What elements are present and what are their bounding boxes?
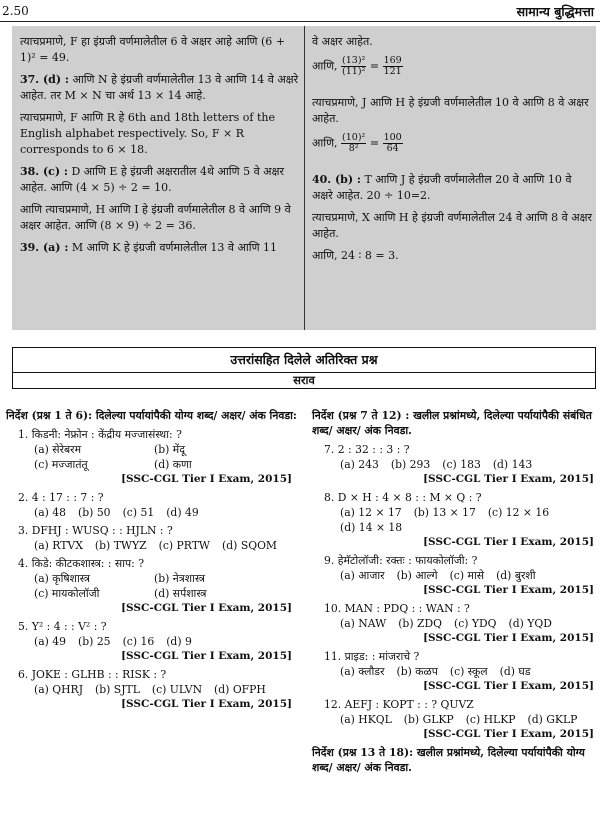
option: (d) 14 × 18 [340, 521, 403, 534]
fraction [341, 56, 366, 77]
direction-text: निर्देश (प्रश्न 13 ते 18): खलील प्रश्नांमध्ये, दिलेल्या पर्यायांपैकी योग्य शब्द/ अक्षर/ अंक निवडा. [312, 746, 585, 774]
option: (c) 51 [122, 506, 155, 519]
option: (a) सेरेबरम [34, 443, 82, 456]
question-list [6, 427, 298, 712]
options-row [6, 682, 298, 697]
direction-text: निर्देश (प्रश्न 1 ते 6): दिलेल्या पर्यायांपैकी योग्य शब्द/ अक्षर/ अंक निवडा: [6, 409, 297, 422]
option: (c) ULVN [151, 683, 203, 696]
question-stem: 2. 4 : 17 : : 7 : ? [18, 491, 104, 504]
solution-text: T आणि J हे इंग्रजी वर्णमालेतील 20 वे आणि 10 वे अक्षरे आहेत. 20 ÷ 10=2. [312, 173, 572, 202]
solution-number: 37. (d) : [20, 73, 69, 86]
option: (a) 12 × 17 [340, 506, 402, 519]
option: (c) 183 [442, 458, 481, 471]
question-stem: 9. हेमॅटोलॉजी: रक्तः : फायकोलॉजी: ? [324, 554, 478, 567]
option: (c) स्कूल [449, 665, 488, 678]
option: (d) OFPH [214, 683, 266, 696]
option: (d) 9 [166, 635, 192, 648]
option: (b) 50 [78, 506, 111, 519]
question-stem: 1. किडनी: नेफ्रोन : केंद्रीय मज्जासंस्था: ? [18, 428, 182, 441]
question-item [312, 553, 600, 598]
option: (a) 243 [340, 458, 379, 471]
solution-block [20, 202, 302, 234]
question-stem: 5. Y² : 4 : : V² : ? [18, 620, 107, 633]
question-stem: 11. प्राइड: : मांजराचे ? [324, 650, 420, 663]
question-stem: 4. किडे: कीटकशास्त्र: : साप: ? [18, 557, 145, 570]
option: (d) SQOM [222, 539, 277, 552]
solution-text: त्याचप्रमाणे, F आणि R हे 6th and 18th letters of the English alphabet respectively. So, F × R corresponds to 6 × 18. [20, 111, 275, 156]
options-row [312, 457, 600, 472]
exam-source: [SSC-CGL Tier I Exam, 2015] [423, 728, 594, 740]
exam-source: [SSC-CGL Tier I Exam, 2015] [423, 632, 594, 644]
question-stem: 7. 2 : 32 : : 3 : ? [324, 443, 410, 456]
question-item [6, 490, 298, 520]
option: (a) 49 [34, 635, 67, 648]
option: (c) मासे [449, 569, 485, 582]
denominator: (11)² [342, 66, 366, 77]
page-number: 2.50 [2, 4, 29, 18]
exam-source: [SSC-CGL Tier I Exam, 2015] [423, 680, 594, 692]
equation [312, 133, 592, 154]
solution-block [20, 72, 302, 104]
solution-text: त्याचप्रमाणे, J आणि H हे इंग्रजी वर्णमालेतील 10 वे आणि 8 वे अक्षर आहेत. [312, 96, 589, 125]
exam-source: [SSC-CGL Tier I Exam, 2015] [423, 584, 594, 596]
solution-text: वे अक्षर आहेत. [312, 35, 373, 48]
options-row [312, 505, 600, 535]
option: (a) HKQL [340, 713, 392, 726]
option: (b) नेत्रशास्त्र [154, 572, 206, 585]
numerator: (13)² [342, 55, 366, 66]
options-row [312, 712, 600, 727]
options-row [6, 538, 298, 553]
option: (d) कणा [154, 458, 192, 471]
fraction [383, 56, 403, 77]
section-title: उत्तरांसहित दिलेले अतिरिक्त प्रश्न [13, 348, 595, 373]
option: (d) घड [499, 665, 531, 678]
equation-prefix: आणि, [312, 59, 342, 73]
equals-sign: = [369, 136, 380, 150]
options-row [312, 664, 600, 679]
option: (c) मायकोलॉजी [34, 587, 100, 600]
numerator: 169 [383, 55, 402, 66]
solution-block [312, 95, 592, 127]
question-stem: 8. D × H : 4 × 8 : : M × Q : ? [324, 491, 482, 504]
option: (b) 25 [78, 635, 111, 648]
question-item [6, 667, 298, 712]
question-list [312, 442, 600, 742]
option: (b) SJTL [95, 683, 140, 696]
question-item [312, 649, 600, 694]
option: (d) YQD [508, 617, 552, 630]
option: (a) कृषिशास्त्र [34, 572, 90, 585]
options-row [6, 442, 298, 472]
exam-source: [SSC-CGL Tier I Exam, 2015] [121, 473, 292, 485]
fraction [341, 133, 366, 154]
solution-block [20, 164, 302, 196]
page-header [0, 0, 600, 20]
direction-text: निर्देश (प्रश्न 7 ते 12) : खलील प्रश्नांमध्ये, दिलेल्या पर्यायांपैकी संबंधित शब्द/ अक्षर/ अंक निवडा. [312, 409, 592, 437]
equation-prefix: आणि, [312, 136, 342, 150]
option: (c) 16 [122, 635, 155, 648]
numerator: 100 [383, 132, 402, 143]
solution-number: 38. (c) : [20, 165, 68, 178]
denominator: 8² [348, 143, 359, 154]
question-item [6, 619, 298, 664]
option: (a) आजार [340, 569, 385, 582]
option: (c) HLKP [465, 713, 516, 726]
option: (a) QHRJ [34, 683, 84, 696]
equals-sign: = [369, 59, 380, 73]
exam-source: [SSC-CGL Tier I Exam, 2015] [121, 698, 292, 710]
solution-block [312, 210, 592, 242]
solution-text: आणि त्याचप्रमाणे, H आणि I हे इंग्रजी वर्णमालेतील 8 वे आणि 9 वे अक्षर आहेत. आणि (8 × 9) ÷ 2 = 36. [20, 203, 291, 232]
question-item [312, 442, 600, 487]
denominator: 64 [386, 143, 399, 154]
solution-block [312, 172, 592, 204]
question-stem: 3. DFHJ : WUSQ : : HJLN : ? [18, 524, 173, 537]
option: (d) GKLP [527, 713, 578, 726]
question-item [312, 601, 600, 646]
exam-source: [SSC-CGL Tier I Exam, 2015] [423, 473, 594, 485]
question-item [6, 556, 298, 616]
option: (d) 143 [492, 458, 533, 471]
solution-text: D आणि E हे इंग्रजी अक्षरातील 4थे आणि 5 वे अक्षर आहेत. आणि (4 × 5) ÷ 2 = 10. [20, 165, 284, 194]
option: (d) सर्पशास्त्र [154, 587, 207, 600]
question-item [312, 490, 600, 550]
section-subtitle: सराव [13, 373, 595, 388]
equation [312, 56, 592, 77]
options-row [6, 571, 298, 601]
exam-source: [SSC-CGL Tier I Exam, 2015] [121, 650, 292, 662]
options-row [6, 634, 298, 649]
question-item [312, 697, 600, 742]
section-banner [12, 347, 596, 389]
options-row [312, 616, 600, 631]
option: (c) YDQ [453, 617, 497, 630]
solution-block [20, 110, 302, 158]
solution-text: त्याचप्रमाणे, X आणि H हे इंग्रजी वर्णमालेतील 24 वे आणि 8 वे अक्षर आहेत. [312, 211, 593, 240]
column-divider [304, 26, 305, 330]
options-row [312, 568, 600, 583]
question-item [6, 427, 298, 487]
option: (b) GLKP [403, 713, 454, 726]
solution-block [312, 248, 592, 264]
options-row [6, 505, 298, 520]
question-stem: 6. JOKE : GLHB : : RISK : ? [18, 668, 167, 681]
solutions-right-column [312, 34, 592, 270]
option: (c) मज्जातंतू [34, 458, 88, 471]
solution-block [20, 34, 302, 66]
option: (b) मेंदू [154, 443, 185, 456]
option: (a) RTVX [34, 539, 83, 552]
questions-left-column [6, 408, 298, 715]
option: (b) TWYZ [94, 539, 147, 552]
option: (b) 13 × 17 [413, 506, 476, 519]
chapter-title: सामान्य बुद्धिमत्ता [516, 4, 594, 19]
question-item [6, 523, 298, 553]
option: (a) क्लौडर [340, 665, 385, 678]
numerator: (10)² [342, 132, 366, 143]
fraction [383, 133, 403, 154]
exam-source: [SSC-CGL Tier I Exam, 2015] [121, 602, 292, 614]
header-rule [0, 21, 600, 22]
solution-text: आणि N हे इंग्रजी वर्णमालेतील 13 वे आणि 14 वे अक्षरे आहेत. तर M × N चा अर्थ 13 × 14 आहे. [20, 73, 299, 102]
option: (b) कळप [396, 665, 438, 678]
questions-right-column [312, 408, 600, 779]
option: (a) 48 [34, 506, 67, 519]
option: (b) ZDQ [398, 617, 442, 630]
solutions-left-column [20, 34, 302, 262]
option: (c) 12 × 16 [487, 506, 550, 519]
option: (d) बुरशी [496, 569, 536, 582]
option: (b) आल्गे [396, 569, 438, 582]
solution-text: आणि, 24 ∶ 8 = 3. [312, 249, 399, 262]
question-stem: 10. MAN : PDQ : : WAN : ? [324, 602, 470, 615]
solution-block [312, 34, 592, 50]
solution-text: त्याचप्रमाणे, F हा इंग्रजी वर्णमालेतील 6 वे अक्षर आहे आणि (6 + 1)² = 49. [20, 35, 286, 64]
option: (d) 49 [166, 506, 199, 519]
solution-text: M आणि K हे इंग्रजी वर्णमालेतील 13 वे आणि 11 [71, 241, 278, 254]
denominator: 121 [383, 66, 402, 77]
option: (b) 293 [390, 458, 431, 471]
solution-number: 40. (b) : [312, 173, 361, 186]
exam-source: [SSC-CGL Tier I Exam, 2015] [423, 536, 594, 548]
solution-block [20, 240, 302, 256]
question-stem: 12. AEFJ : KOPT : : ? QUVZ [324, 698, 474, 711]
option: (a) NAW [340, 617, 387, 630]
solution-number: 39. (a) : [20, 241, 69, 254]
option: (c) PRTW [158, 539, 211, 552]
